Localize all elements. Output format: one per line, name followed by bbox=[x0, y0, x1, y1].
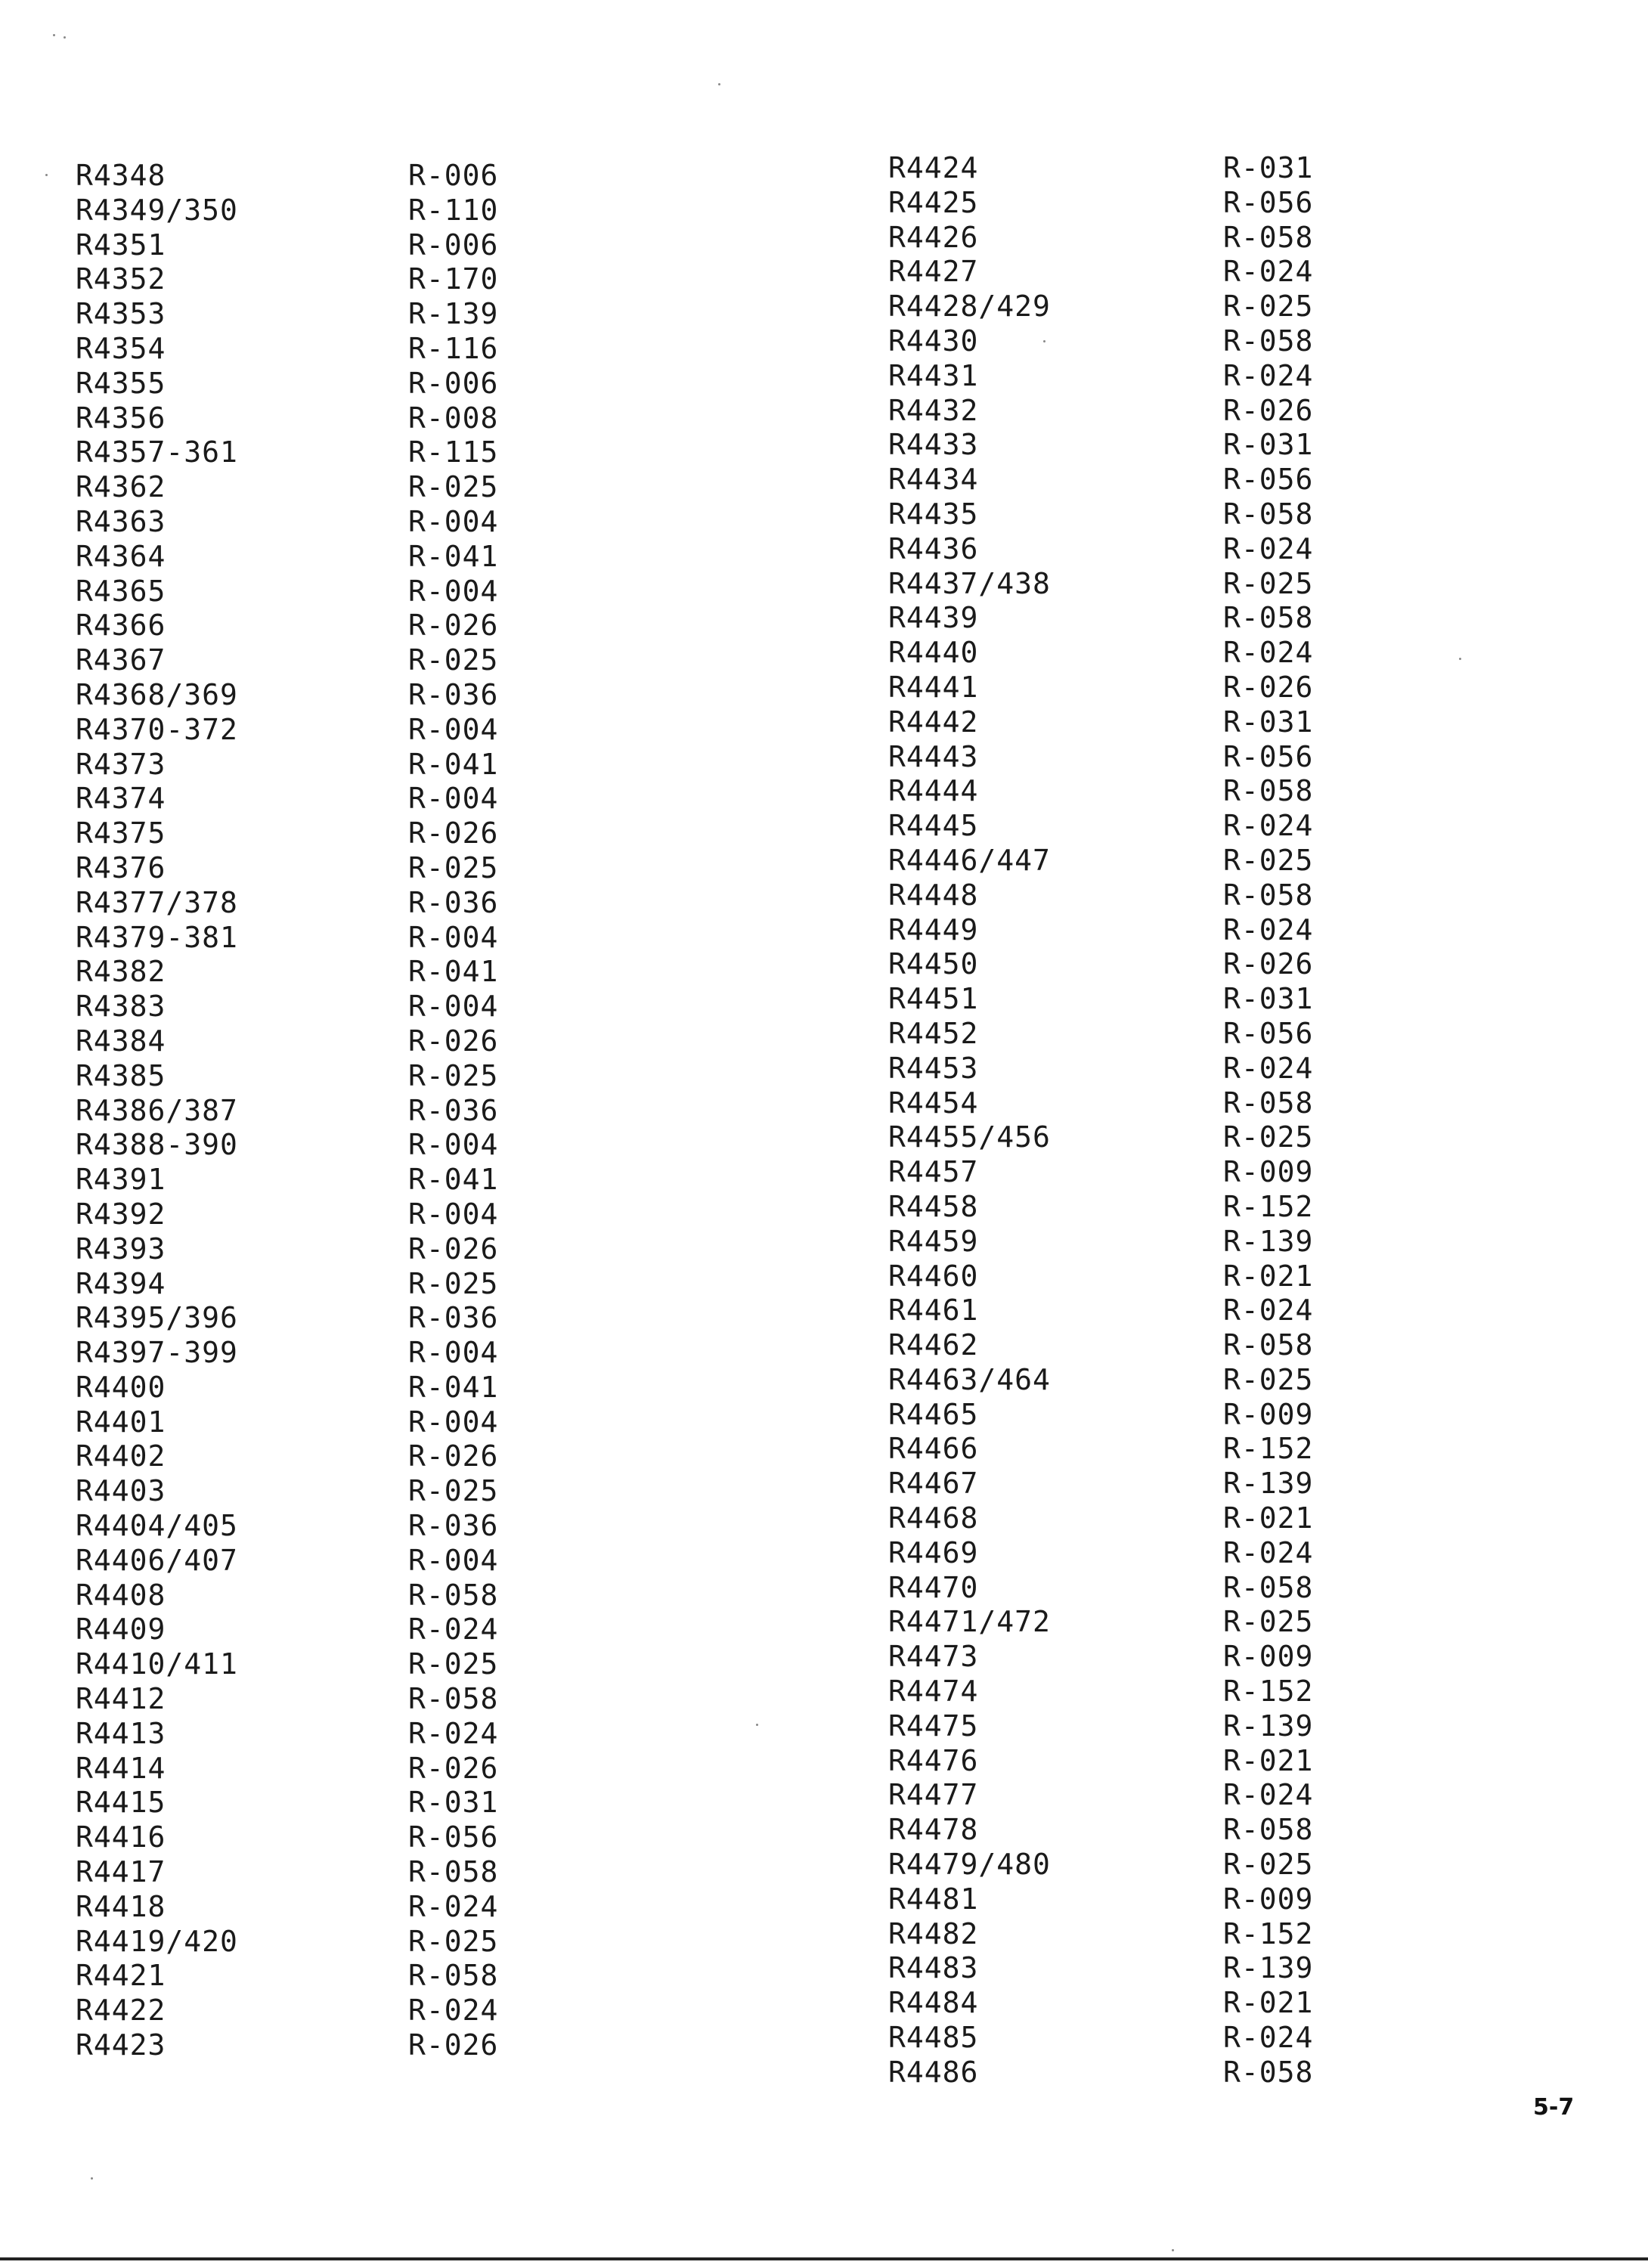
reference-designator: R4416 bbox=[76, 1820, 166, 1854]
part-number: R-024 bbox=[408, 1613, 499, 1647]
reference-designator: R4385 bbox=[76, 1058, 166, 1092]
reference-designator: R4434 bbox=[888, 463, 979, 497]
part-number: R-004 bbox=[408, 504, 499, 538]
right-part-number-column bbox=[1223, 151, 1313, 2090]
part-number: R-009 bbox=[1223, 1640, 1314, 1674]
part-number: R-021 bbox=[1223, 1501, 1314, 1535]
reference-designator: R4417 bbox=[76, 1855, 166, 1889]
reference-designator: R4484 bbox=[888, 1986, 979, 2020]
part-number: R-056 bbox=[1223, 739, 1314, 773]
part-number: R-058 bbox=[1223, 601, 1314, 635]
reference-designator: R4393 bbox=[76, 1232, 166, 1266]
part-number: R-041 bbox=[408, 539, 499, 573]
reference-designator: R4445 bbox=[888, 809, 979, 843]
part-number: R-004 bbox=[408, 1128, 499, 1162]
part-number: R-058 bbox=[408, 1855, 499, 1889]
reference-designator: R4404/405 bbox=[76, 1509, 238, 1543]
reference-designator: R4413 bbox=[76, 1716, 166, 1750]
reference-designator: R4364 bbox=[76, 539, 166, 573]
reference-designator: R4352 bbox=[76, 262, 166, 296]
part-number: R-024 bbox=[1223, 809, 1314, 843]
reference-designator: R4481 bbox=[888, 1882, 979, 1916]
part-number: R-025 bbox=[408, 643, 499, 677]
scan-speck bbox=[1043, 340, 1045, 342]
part-number: R-024 bbox=[1223, 636, 1314, 670]
part-number: R-008 bbox=[408, 401, 499, 435]
part-number: R-031 bbox=[1223, 151, 1314, 184]
reference-designator: R4418 bbox=[76, 1889, 166, 1923]
part-number: R-139 bbox=[1223, 1951, 1314, 1985]
reference-designator: R4430 bbox=[888, 324, 979, 358]
reference-designator: R4402 bbox=[76, 1439, 166, 1473]
part-number: R-139 bbox=[1223, 1224, 1314, 1258]
reference-designator: R4376 bbox=[76, 850, 166, 885]
part-number: R-025 bbox=[408, 1058, 499, 1092]
part-number: R-024 bbox=[1223, 1051, 1314, 1085]
part-number: R-025 bbox=[408, 1266, 499, 1300]
reference-designator: R4483 bbox=[888, 1951, 979, 1985]
part-number: R-026 bbox=[1223, 947, 1314, 981]
reference-designator: R4419/420 bbox=[76, 1924, 238, 1958]
part-number: R-004 bbox=[408, 1543, 499, 1577]
reference-designator: R4451 bbox=[888, 982, 979, 1016]
part-number: R-026 bbox=[1223, 670, 1314, 704]
part-number: R-031 bbox=[1223, 428, 1314, 462]
part-number: R-004 bbox=[408, 782, 499, 816]
part-number: R-036 bbox=[408, 1093, 499, 1127]
reference-designator: R4395/396 bbox=[76, 1301, 238, 1335]
part-number: R-056 bbox=[1223, 1016, 1314, 1050]
reference-designator: R4412 bbox=[76, 1682, 166, 1716]
part-number: R-025 bbox=[1223, 843, 1314, 877]
reference-designator: R4408 bbox=[76, 1578, 166, 1612]
reference-designator: R4391 bbox=[76, 1163, 166, 1197]
part-number: R-026 bbox=[408, 1439, 499, 1473]
part-number: R-004 bbox=[408, 1197, 499, 1231]
part-number: R-058 bbox=[1223, 220, 1314, 254]
bottom-border-line bbox=[0, 2257, 1648, 2260]
part-number: R-025 bbox=[408, 470, 499, 504]
reference-designator: R4466 bbox=[888, 1432, 979, 1466]
reference-designator: R4377/378 bbox=[76, 885, 238, 919]
part-number: R-152 bbox=[1223, 1675, 1314, 1709]
reference-designator: R4449 bbox=[888, 912, 979, 947]
part-number: R-056 bbox=[408, 1820, 499, 1854]
part-number: R-056 bbox=[1223, 185, 1314, 219]
reference-designator: R4455/456 bbox=[888, 1120, 1051, 1154]
reference-designator: R4485 bbox=[888, 2021, 979, 2055]
part-number: R-021 bbox=[1223, 1743, 1314, 1777]
reference-designator: R4433 bbox=[888, 428, 979, 462]
reference-designator: R4482 bbox=[888, 1916, 979, 1950]
reference-designator: R4432 bbox=[888, 393, 979, 427]
reference-designator: R4486 bbox=[888, 2055, 979, 2089]
reference-designator: R4469 bbox=[888, 1535, 979, 1569]
scan-speck bbox=[1459, 658, 1461, 660]
reference-designator: R4349/350 bbox=[76, 193, 238, 227]
part-number: R-024 bbox=[1223, 1535, 1314, 1569]
part-number: R-152 bbox=[1223, 1432, 1314, 1466]
part-number: R-025 bbox=[408, 850, 499, 885]
part-number: R-026 bbox=[408, 816, 499, 850]
part-number: R-004 bbox=[408, 920, 499, 954]
reference-designator: R4448 bbox=[888, 878, 979, 912]
part-number: R-031 bbox=[1223, 705, 1314, 739]
part-number: R-004 bbox=[408, 574, 499, 608]
reference-designator: R4356 bbox=[76, 401, 166, 435]
reference-designator: R4475 bbox=[888, 1709, 979, 1743]
part-number: R-024 bbox=[408, 1716, 499, 1750]
part-number: R-026 bbox=[408, 1024, 499, 1058]
reference-designator: R4423 bbox=[76, 2028, 166, 2062]
part-number: R-025 bbox=[1223, 1848, 1314, 1882]
part-number: R-025 bbox=[1223, 1120, 1314, 1154]
reference-designator: R4351 bbox=[76, 228, 166, 262]
part-number: R-116 bbox=[408, 331, 499, 365]
reference-designator: R4441 bbox=[888, 670, 979, 704]
part-number: R-041 bbox=[408, 955, 499, 989]
scan-speck bbox=[64, 36, 66, 39]
reference-designator: R4354 bbox=[76, 331, 166, 365]
reference-designator: R4428/429 bbox=[888, 290, 1051, 324]
part-number: R-139 bbox=[1223, 1467, 1314, 1501]
reference-designator: R4374 bbox=[76, 782, 166, 816]
part-number: R-026 bbox=[408, 2028, 499, 2062]
reference-designator: R4366 bbox=[76, 609, 166, 643]
part-number: R-021 bbox=[1223, 1986, 1314, 2020]
part-number: R-058 bbox=[1223, 1570, 1314, 1604]
reference-designator: R4474 bbox=[888, 1675, 979, 1709]
reference-designator: R4470 bbox=[888, 1570, 979, 1604]
reference-designator: R4400 bbox=[76, 1370, 166, 1404]
reference-designator: R4471/472 bbox=[888, 1605, 1051, 1639]
part-number: R-009 bbox=[1223, 1155, 1314, 1189]
reference-designator: R4383 bbox=[76, 990, 166, 1024]
right-reference-column bbox=[888, 151, 1051, 2090]
reference-designator: R4421 bbox=[76, 1959, 166, 1993]
left-reference-column bbox=[76, 159, 238, 2063]
reference-designator: R4473 bbox=[888, 1640, 979, 1674]
reference-designator: R4476 bbox=[888, 1743, 979, 1777]
reference-designator: R4392 bbox=[76, 1197, 166, 1231]
reference-designator: R4477 bbox=[888, 1778, 979, 1812]
reference-designator: R4379-381 bbox=[76, 920, 238, 954]
left-part-number-column bbox=[408, 159, 498, 2063]
reference-designator: R4442 bbox=[888, 705, 979, 739]
reference-designator: R4463/464 bbox=[888, 1362, 1051, 1396]
reference-designator: R4462 bbox=[888, 1328, 979, 1362]
part-number: R-024 bbox=[1223, 1778, 1314, 1812]
reference-designator: R4427 bbox=[888, 255, 979, 289]
reference-designator: R4479/480 bbox=[888, 1848, 1051, 1882]
part-number: R-058 bbox=[1223, 1813, 1314, 1847]
reference-designator: R4439 bbox=[888, 601, 979, 635]
part-number: R-021 bbox=[1223, 1259, 1314, 1293]
reference-designator: R4353 bbox=[76, 297, 166, 331]
reference-designator: R4458 bbox=[888, 1189, 979, 1223]
reference-designator: R4362 bbox=[76, 470, 166, 504]
reference-designator: R4431 bbox=[888, 358, 979, 392]
reference-designator: R4410/411 bbox=[76, 1647, 238, 1681]
part-number: R-026 bbox=[408, 1232, 499, 1266]
reference-designator: R4355 bbox=[76, 366, 166, 400]
part-number: R-041 bbox=[408, 1163, 499, 1197]
part-number: R-025 bbox=[1223, 290, 1314, 324]
part-number: R-004 bbox=[408, 1336, 499, 1370]
reference-designator: R4368/369 bbox=[76, 677, 238, 711]
reference-designator: R4444 bbox=[888, 774, 979, 808]
part-number: R-058 bbox=[408, 1959, 499, 1993]
reference-designator: R4414 bbox=[76, 1751, 166, 1785]
part-number: R-024 bbox=[1223, 255, 1314, 289]
part-number: R-152 bbox=[1223, 1189, 1314, 1223]
part-number: R-152 bbox=[1223, 1916, 1314, 1950]
reference-designator: R4424 bbox=[888, 151, 979, 184]
part-number: R-004 bbox=[408, 712, 499, 746]
part-number: R-024 bbox=[408, 1994, 499, 2028]
part-number: R-058 bbox=[1223, 324, 1314, 358]
part-number: R-024 bbox=[408, 1889, 499, 1923]
part-number: R-058 bbox=[408, 1578, 499, 1612]
part-number: R-004 bbox=[408, 990, 499, 1024]
reference-designator: R4367 bbox=[76, 643, 166, 677]
scan-speck bbox=[91, 2177, 93, 2180]
part-number: R-025 bbox=[1223, 1362, 1314, 1396]
reference-designator: R4453 bbox=[888, 1051, 979, 1085]
part-number: R-006 bbox=[408, 228, 499, 262]
part-number: R-024 bbox=[1223, 1294, 1314, 1328]
part-number: R-139 bbox=[1223, 1709, 1314, 1743]
reference-designator: R4415 bbox=[76, 1786, 166, 1820]
part-number: R-036 bbox=[408, 677, 499, 711]
part-number: R-058 bbox=[1223, 878, 1314, 912]
reference-designator: R4478 bbox=[888, 1813, 979, 1847]
part-number: R-058 bbox=[408, 1682, 499, 1716]
reference-designator: R4363 bbox=[76, 504, 166, 538]
scan-speck bbox=[756, 1724, 758, 1726]
reference-designator: R4394 bbox=[76, 1266, 166, 1300]
part-number: R-026 bbox=[408, 1751, 499, 1785]
reference-designator: R4461 bbox=[888, 1294, 979, 1328]
part-number: R-170 bbox=[408, 262, 499, 296]
part-number: R-024 bbox=[1223, 358, 1314, 392]
reference-designator: R4446/447 bbox=[888, 843, 1051, 877]
reference-designator: R4409 bbox=[76, 1613, 166, 1647]
part-number: R-025 bbox=[408, 1924, 499, 1958]
reference-designator: R4454 bbox=[888, 1086, 979, 1120]
part-number: R-025 bbox=[1223, 1605, 1314, 1639]
part-number: R-025 bbox=[408, 1474, 499, 1508]
scan-speck bbox=[718, 83, 720, 85]
part-number: R-036 bbox=[408, 885, 499, 919]
scan-speck bbox=[45, 174, 48, 176]
reference-designator: R4443 bbox=[888, 739, 979, 773]
part-number: R-004 bbox=[408, 1405, 499, 1439]
reference-designator: R4386/387 bbox=[76, 1093, 238, 1127]
part-number: R-009 bbox=[1223, 1882, 1314, 1916]
part-number: R-058 bbox=[1223, 1086, 1314, 1120]
page-number: 5-7 bbox=[1533, 2094, 1575, 2121]
part-number: R-031 bbox=[408, 1786, 499, 1820]
part-number: R-024 bbox=[1223, 912, 1314, 947]
reference-designator: R4467 bbox=[888, 1467, 979, 1501]
reference-designator: R4440 bbox=[888, 636, 979, 670]
reference-designator: R4370-372 bbox=[76, 712, 238, 746]
part-number: R-041 bbox=[408, 747, 499, 781]
reference-designator: R4403 bbox=[76, 1474, 166, 1508]
part-number: R-036 bbox=[408, 1509, 499, 1543]
reference-designator: R4388-390 bbox=[76, 1128, 238, 1162]
part-number: R-024 bbox=[1223, 2021, 1314, 2055]
part-number: R-026 bbox=[408, 609, 499, 643]
reference-designator: R4468 bbox=[888, 1501, 979, 1535]
reference-designator: R4406/407 bbox=[76, 1543, 238, 1577]
reference-designator: R4382 bbox=[76, 955, 166, 989]
reference-designator: R4365 bbox=[76, 574, 166, 608]
part-number: R-025 bbox=[408, 1647, 499, 1681]
reference-designator: R4436 bbox=[888, 531, 979, 565]
part-number: R-115 bbox=[408, 435, 499, 469]
part-number: R-024 bbox=[1223, 531, 1314, 565]
reference-designator: R4457 bbox=[888, 1155, 979, 1189]
part-number: R-041 bbox=[408, 1370, 499, 1404]
part-number: R-006 bbox=[408, 366, 499, 400]
reference-designator: R4375 bbox=[76, 816, 166, 850]
part-number: R-058 bbox=[1223, 497, 1314, 531]
reference-designator: R4357-361 bbox=[76, 435, 238, 469]
part-number: R-036 bbox=[408, 1301, 499, 1335]
reference-designator: R4465 bbox=[888, 1397, 979, 1431]
reference-designator: R4426 bbox=[888, 220, 979, 254]
reference-designator: R4425 bbox=[888, 185, 979, 219]
part-number: R-056 bbox=[1223, 463, 1314, 497]
part-number: R-139 bbox=[408, 297, 499, 331]
reference-designator: R4384 bbox=[76, 1024, 166, 1058]
part-number: R-009 bbox=[1223, 1397, 1314, 1431]
reference-designator: R4373 bbox=[76, 747, 166, 781]
part-number: R-031 bbox=[1223, 982, 1314, 1016]
reference-designator: R4460 bbox=[888, 1259, 979, 1293]
reference-designator: R4452 bbox=[888, 1016, 979, 1050]
scan-speck bbox=[53, 34, 55, 36]
reference-designator: R4437/438 bbox=[888, 566, 1051, 600]
reference-designator: R4348 bbox=[76, 159, 166, 192]
part-number: R-026 bbox=[1223, 393, 1314, 427]
reference-designator: R4459 bbox=[888, 1224, 979, 1258]
reference-designator: R4401 bbox=[76, 1405, 166, 1439]
reference-designator: R4397-399 bbox=[76, 1336, 238, 1370]
reference-designator: R4450 bbox=[888, 947, 979, 981]
reference-designator: R4422 bbox=[76, 1994, 166, 2028]
part-number: R-006 bbox=[408, 159, 499, 192]
part-number: R-110 bbox=[408, 193, 499, 227]
part-number: R-025 bbox=[1223, 566, 1314, 600]
part-number: R-058 bbox=[1223, 2055, 1314, 2089]
scan-speck bbox=[1172, 2249, 1174, 2251]
reference-designator: R4435 bbox=[888, 497, 979, 531]
part-number: R-058 bbox=[1223, 1328, 1314, 1362]
part-number: R-058 bbox=[1223, 774, 1314, 808]
